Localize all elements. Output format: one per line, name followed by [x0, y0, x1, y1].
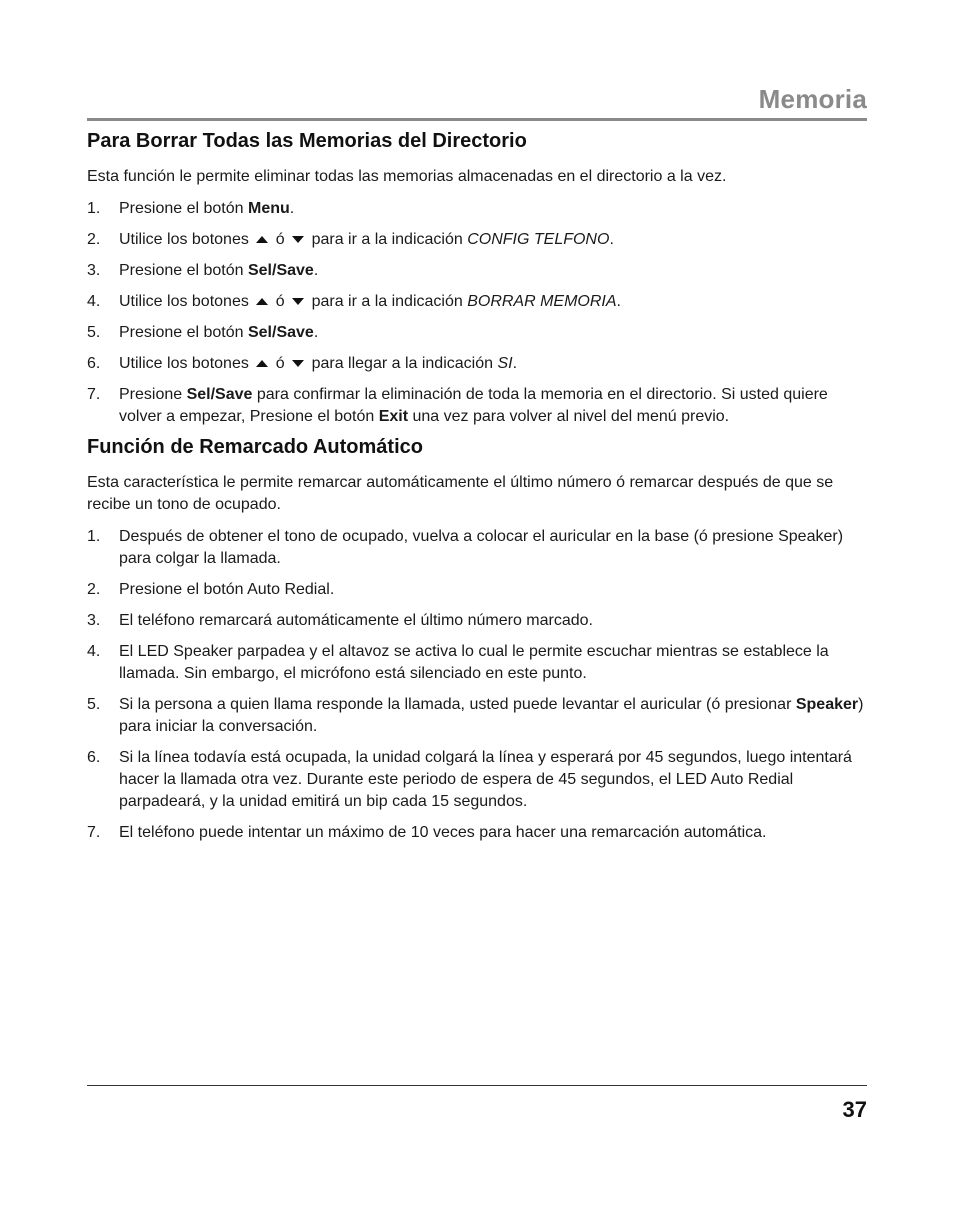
step-text: El teléfono puede intentar un máximo de 10 veces para hacer una remarcación automática. [119, 824, 767, 841]
list-item [87, 526, 867, 570]
page-number: 37 [842, 1097, 867, 1122]
step-text: Si la persona a quien llama responde la llamada, usted puede levantar el auricular (ó presionar [119, 696, 796, 713]
step-text: . [313, 262, 319, 279]
list-item [87, 260, 867, 282]
step-number: 6. [87, 355, 101, 372]
step-text: Utilice los botones [119, 231, 249, 248]
list-item [87, 198, 867, 220]
step-text: Después de obtener el tono de ocupado, vuelva a colocar el auricular en la base (ó presione Speaker) para colgar la llamada. [119, 528, 844, 567]
step-text: Utilice los botones [119, 355, 249, 372]
step-text: . [512, 355, 518, 372]
step-text: para ir a la indicación [311, 231, 468, 248]
step-number: 4. [87, 643, 101, 660]
step-text: para confirmar la eliminación de toda la memoria en el directorio. Si usted quiere volver a empezar, Presione el botón [119, 386, 828, 425]
step-text: . [313, 324, 319, 341]
page-header-title: Memoria [758, 84, 867, 114]
button-name-speaker: Speaker [795, 696, 859, 713]
step-number: 3. [87, 262, 101, 279]
steps-list [87, 526, 867, 844]
list-item [87, 229, 867, 251]
list-item [87, 353, 867, 375]
list-item [87, 579, 867, 601]
list-item [87, 291, 867, 313]
step-text: ó [275, 231, 285, 248]
list-item [87, 694, 867, 738]
step-number: 1. [87, 528, 101, 545]
step-number: 6. [87, 749, 101, 766]
display-indication: BORRAR MEMORIA [467, 293, 617, 310]
step-text: Presione [119, 386, 187, 403]
step-text: . [616, 293, 621, 310]
step-text: . [609, 231, 614, 248]
step-text: Si la línea todavía está ocupada, la unidad colgará la línea y esperará por 45 segundos, luego intentará hacer la llamada otra vez. Durante este periodo de espera de 45 segundos, el LED Auto Redial parpadeará, y la unidad emitirá un bip cada 15 segundos. [119, 749, 852, 810]
step-text: Presione el botón Auto Redial. [119, 581, 335, 598]
step-number: 1. [87, 200, 101, 217]
step-text: una vez para volver al nivel del menú previo. [408, 408, 730, 425]
step-text: para ir a la indicación [311, 293, 468, 310]
section-intro: Esta función le permite eliminar todas las memorias almacenadas en el directorio a la vez. [87, 168, 727, 185]
step-text: . [289, 200, 295, 217]
step-text: Presione el botón [119, 200, 248, 217]
section-intro: Esta característica le permite remarcar automáticamente el último número ó remarcar después de que se recibe un tono de ocupado. [87, 474, 834, 513]
step-text: ó [275, 293, 285, 310]
step-number: 5. [87, 324, 101, 341]
down-arrow-icon [292, 236, 304, 243]
step-text: Utilice los botones [119, 293, 249, 310]
display-indication: SI [497, 355, 513, 372]
down-arrow-icon [292, 298, 304, 305]
list-item [87, 384, 867, 428]
section-heading: Para Borrar Todas las Memorias del Directorio [87, 130, 527, 152]
up-arrow-icon [256, 298, 268, 305]
list-item [87, 822, 867, 844]
list-item [87, 641, 867, 685]
header-divider [87, 118, 867, 121]
list-item [87, 322, 867, 344]
button-name-menu: Menu [247, 200, 290, 217]
step-text: Presione el botón [119, 262, 248, 279]
button-name-selsave: Sel/Save [186, 386, 253, 403]
step-text: ó [275, 355, 285, 372]
step-number: 2. [87, 231, 101, 248]
up-arrow-icon [256, 236, 268, 243]
step-text: El teléfono remarcará automáticamente el último número marcado. [119, 612, 593, 629]
step-number: 4. [87, 293, 101, 310]
step-number: 5. [87, 696, 101, 713]
step-text: ) para iniciar la conversación. [119, 696, 864, 735]
section-remarcado-automatico [87, 436, 867, 853]
up-arrow-icon [256, 360, 268, 367]
steps-list [87, 198, 867, 428]
step-number: 7. [87, 824, 101, 841]
list-item [87, 747, 867, 813]
section-heading: Función de Remarcado Automático [87, 436, 423, 458]
down-arrow-icon [292, 360, 304, 367]
footer-divider [87, 1085, 867, 1086]
list-item [87, 610, 867, 632]
step-text: Presione el botón [119, 324, 248, 341]
step-text: para llegar a la indicación [311, 355, 498, 372]
step-number: 2. [87, 581, 101, 598]
button-name-selsave: Sel/Save [247, 262, 314, 279]
section-borrar-memorias [87, 130, 867, 437]
button-name-selsave: Sel/Save [247, 324, 314, 341]
step-text: El LED Speaker parpadea y el altavoz se activa lo cual le permite escuchar mientras se establece la llamada. Sin embargo, el micrófono está silenciado en este punto. [119, 643, 829, 682]
step-number: 3. [87, 612, 101, 629]
button-name-exit: Exit [378, 408, 409, 425]
display-indication: CONFIG TELFONO [467, 231, 610, 248]
step-number: 7. [87, 386, 101, 403]
